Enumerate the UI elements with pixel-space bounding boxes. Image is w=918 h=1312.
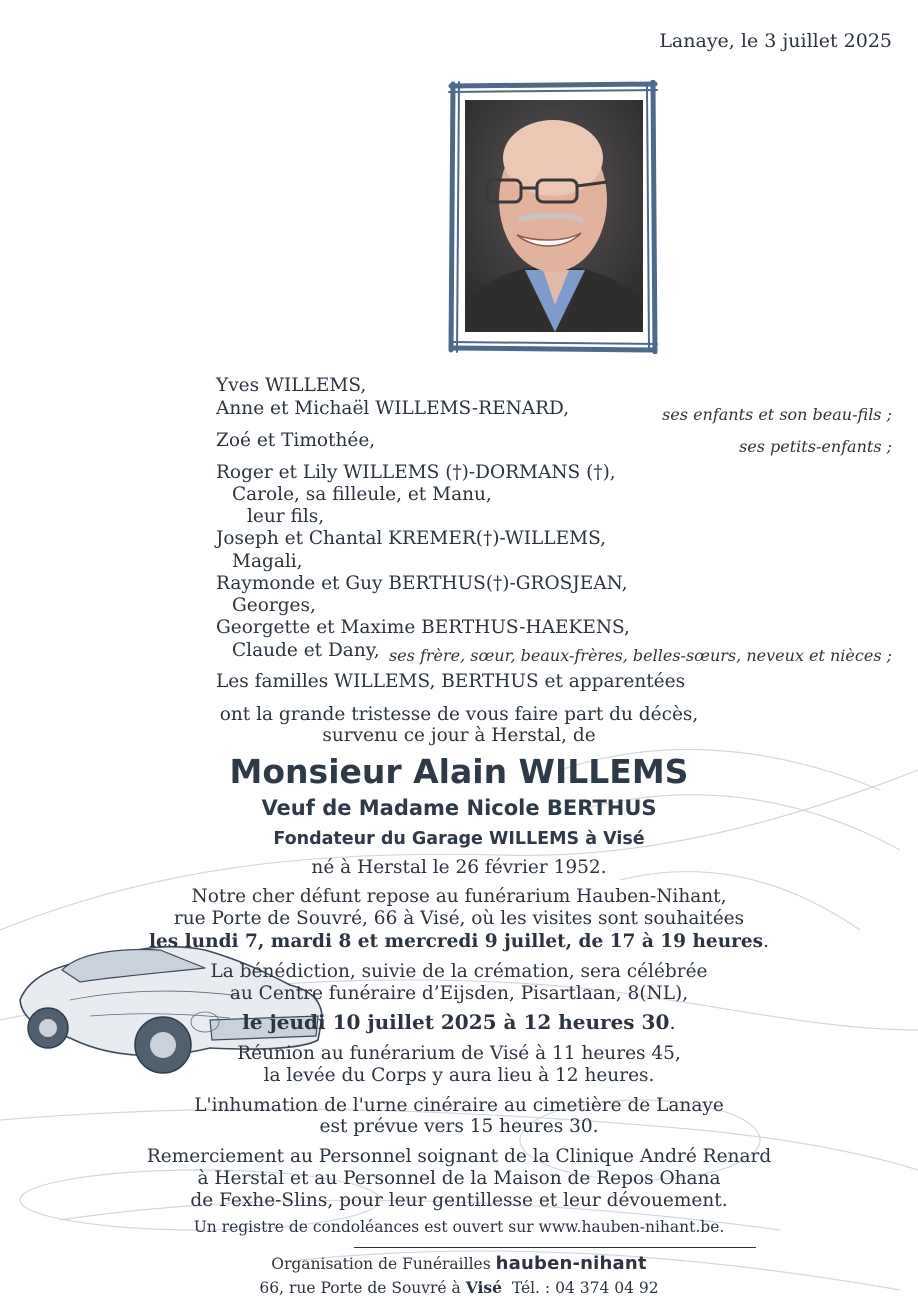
- ceremony-date-bold: le jeudi 10 juillet 2025 à 12 heures 30: [242, 1010, 670, 1034]
- organisation-label: Organisation de Funérailles: [271, 1255, 491, 1273]
- ceremony-date-end: .: [669, 1010, 676, 1034]
- ceremony-line: Réunion au funérarium de Visé à 11 heures 45,: [237, 1043, 681, 1064]
- date-line: Lanaye, le 3 juillet 2025: [659, 30, 892, 52]
- thanks-line: Remerciement au Personnel soignant de la Clinique André Renard: [146, 1146, 772, 1167]
- family-line: Yves WILLEMS,: [216, 375, 367, 396]
- family-line: leur fils,: [247, 506, 325, 527]
- family-line: Georges,: [232, 595, 316, 616]
- condolence-registry: Un registre de condoléances est ouvert sur www.hauben-nihant.be.: [193, 1218, 725, 1236]
- phone-number: Tél. : 04 374 04 92: [511, 1279, 659, 1297]
- visits-line: Notre cher défunt repose au funérarium Hauben-Nihant,: [191, 886, 727, 907]
- organisation-line: [0, 1253, 918, 1274]
- family-line: Carole, sa filleule, et Manu,: [232, 484, 492, 505]
- family-line: Georgette et Maxime BERTHUS-HAEKENS,: [216, 617, 630, 638]
- thanks-line: de Fexhe-Slins, pour leur gentillesse et leur dévouement.: [190, 1190, 728, 1211]
- widower-line: Veuf de Madame Nicole BERTHUS: [261, 796, 657, 820]
- visits-dates: [0, 931, 918, 953]
- visits-line: rue Porte de Souvré, 66 à Visé, où les visites sont souhaitées: [173, 908, 745, 929]
- family-line: Raymonde et Guy BERTHUS(†)-GROSJEAN,: [216, 573, 628, 594]
- portrait-photo: [465, 100, 643, 332]
- visits-dates-end: .: [763, 931, 769, 952]
- intro-line: ont la grande tristesse de vous faire part du décès,: [219, 704, 699, 725]
- family-line: Roger et Lily WILLEMS (†)-DORMANS (†),: [216, 462, 616, 483]
- intro-line: survenu ce jour à Herstal, de: [322, 725, 596, 746]
- address-city: Visé: [465, 1278, 502, 1297]
- ceremony-line: au Centre funéraire d’Eijsden, Pisartlaan, 8(NL),: [229, 983, 689, 1004]
- deceased-name: Monsieur Alain WILLEMS: [229, 752, 689, 791]
- footer-divider: [354, 1247, 756, 1248]
- burial-line: L'inhumation de l'urne cinéraire au cimetière de Lanaye: [194, 1095, 724, 1116]
- relation-grandchildren: ses petits-enfants ;: [739, 437, 892, 456]
- founder-line: Fondateur du Garage WILLEMS à Visé: [273, 829, 645, 849]
- family-line: Claude et Dany,: [232, 640, 380, 661]
- ceremony-date: [0, 1011, 918, 1033]
- family-line: Zoé et Timothée,: [216, 430, 376, 451]
- address-street: 66, rue Porte de Souvré à: [259, 1279, 461, 1297]
- family-line: Les familles WILLEMS, BERTHUS et apparentées: [216, 671, 686, 692]
- family-line: Anne et Michaël WILLEMS-RENARD,: [216, 398, 570, 419]
- burial-line: est prévue vers 15 heures 30.: [319, 1116, 599, 1137]
- ceremony-line: La bénédiction, suivie de la crémation, sera célébrée: [210, 961, 708, 982]
- visits-dates-bold: les lundi 7, mardi 8 et mercredi 9 juillet, de 17 à 19 heures: [149, 931, 764, 952]
- family-line: Joseph et Chantal KREMER(†)-WILLEMS,: [216, 528, 606, 549]
- thanks-line: à Herstal et au Personnel de la Maison de Repos Ohana: [197, 1168, 721, 1189]
- relation-siblings: ses frère, sœur, beaux-frères, belles-sœurs, neveux et nièces ;: [388, 646, 892, 665]
- brand-logo: hauben-nihant: [495, 1253, 647, 1274]
- birth-line: né à Herstal le 26 février 1952.: [311, 857, 607, 878]
- relation-children: ses enfants et son beau-fils ;: [662, 405, 892, 424]
- address-line: [0, 1278, 918, 1297]
- ceremony-line: la levée du Corps y aura lieu à 12 heures.: [263, 1065, 655, 1086]
- family-line: Magali,: [232, 551, 303, 572]
